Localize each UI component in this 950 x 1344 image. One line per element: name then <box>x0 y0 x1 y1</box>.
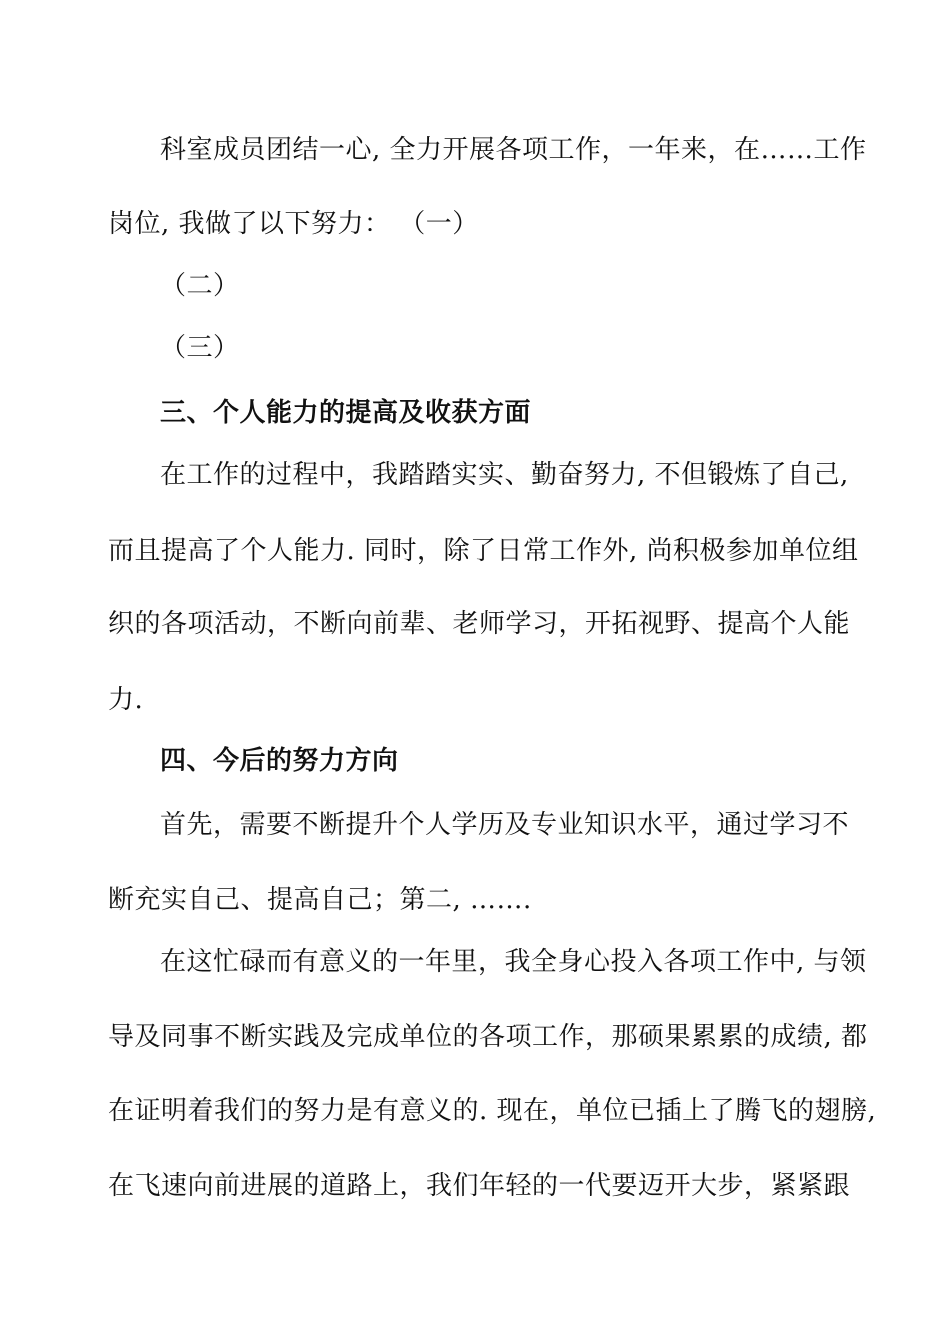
paragraph-line: 而且提高了个人能力. 同时，除了日常工作外, 尚积极参加单位组 <box>108 536 859 566</box>
paragraph-line: 断充实自己、提高自己；第二, ……. <box>108 885 532 915</box>
paragraph-line: 科室成员团结一心, 全力开展各项工作，一年来，在……工作 <box>160 135 867 165</box>
paragraph-line: 在这忙碌而有意义的一年里，我全身心投入各项工作中, 与领 <box>160 947 867 977</box>
paragraph-line: 在工作的过程中，我踏踏实实、勤奋努力, 不但锻炼了自己, <box>160 460 849 490</box>
paragraph-line: （三） <box>160 333 240 363</box>
paragraph-line: 力. <box>108 685 144 715</box>
paragraph-line: 首先，需要不断提升个人学历及专业知识水平，通过学习不 <box>160 810 850 840</box>
paragraph-line: 织的各项活动，不断向前辈、老师学习，开拓视野、提高个人能 <box>108 609 851 639</box>
section-heading: 四、今后的努力方向 <box>160 746 399 776</box>
paragraph-line: 在飞速向前进展的道路上，我们年轻的一代要迈开大步，紧紧跟 <box>108 1171 851 1201</box>
section-heading: 三、个人能力的提高及收获方面 <box>160 398 532 428</box>
paragraph-line: （二） <box>160 271 240 301</box>
paragraph-line: 导及同事不断实践及完成单位的各项工作，那硕果累累的成绩, 都 <box>108 1022 868 1052</box>
paragraph-line: 岗位, 我做了以下努力： （一） <box>108 209 479 239</box>
paragraph-line: 在证明着我们的努力是有意义的. 现在，单位已插上了腾飞的翅膀, <box>108 1096 877 1126</box>
